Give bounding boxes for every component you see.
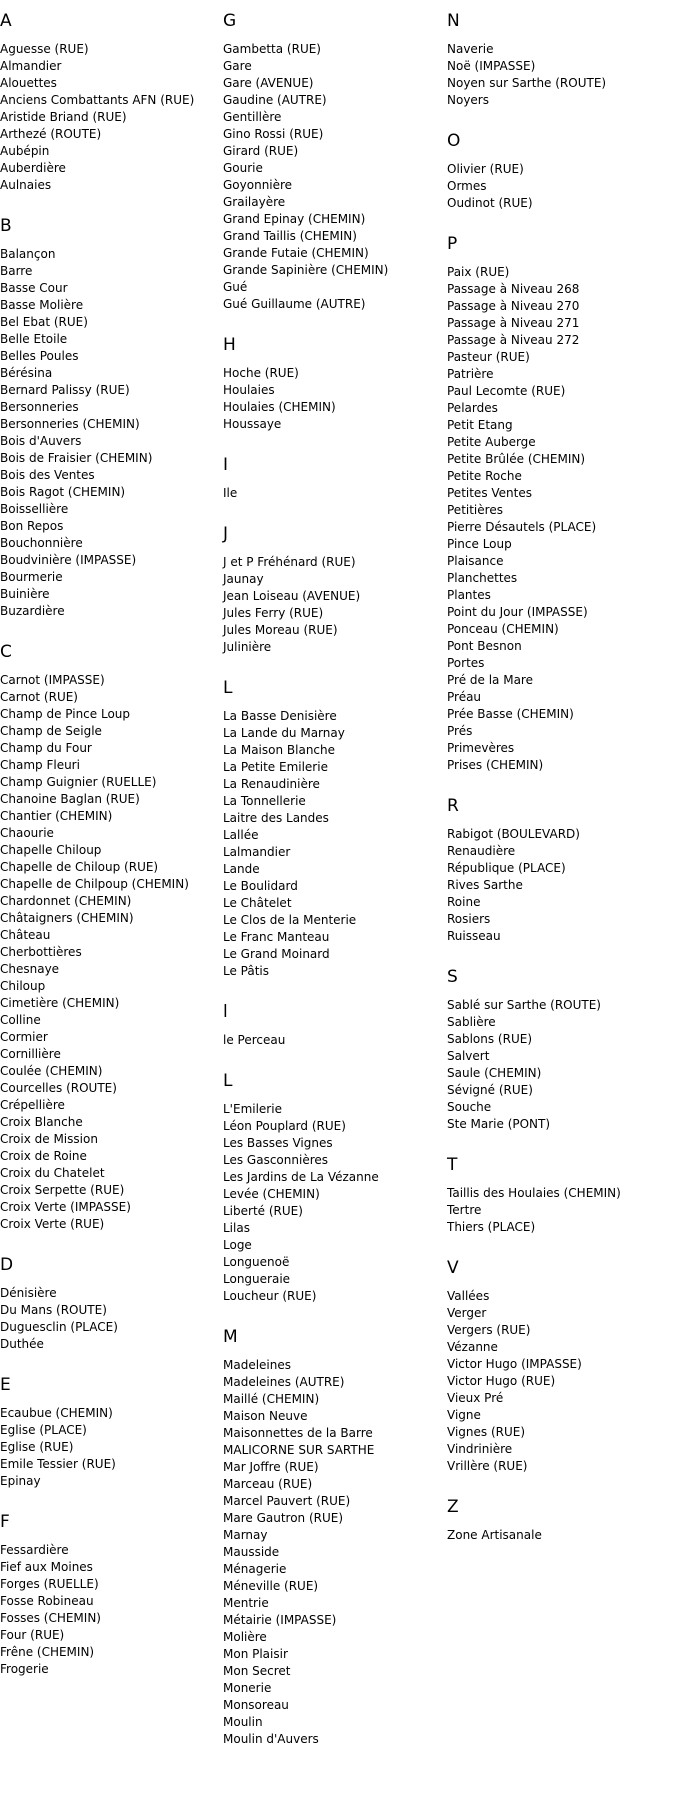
street-name: Lilas [223, 1221, 250, 1235]
street-name: Vallées [447, 1289, 490, 1303]
street-list [0, 1542, 220, 1678]
street-name: Gué Guillaume (AUTRE) [223, 297, 366, 311]
street-name: Loge [223, 1238, 252, 1252]
street-name: Jean Loiseau (AVENUE) [223, 589, 361, 603]
street-name: La Tonnellerie [223, 794, 306, 808]
street-name: Champ Fleuri [0, 758, 80, 772]
street-name: Balançon [0, 247, 56, 261]
street-list [223, 554, 443, 656]
street-name: Champ de Pince Loup [0, 707, 131, 721]
street-name: Bon Repos [0, 519, 64, 533]
street-name: Houssaye [223, 417, 282, 431]
letter-section [447, 131, 667, 212]
street-name: Dénisière [0, 1286, 57, 1300]
section-letter-heading: E [0, 1375, 11, 1395]
street-name: La Lande du Marnay [223, 726, 345, 740]
street-name: Préau [447, 690, 482, 704]
street-name: Lallée [223, 828, 259, 842]
street-name: Eglise (PLACE) [0, 1423, 87, 1437]
street-name: Mentrie [223, 1596, 269, 1610]
street-name: Madeleines [223, 1358, 291, 1372]
section-letter-heading: H [223, 335, 236, 355]
street-name: Four (RUE) [0, 1628, 65, 1642]
street-name: Monsoreau [223, 1698, 289, 1712]
street-name: Souche [447, 1100, 492, 1114]
street-name: Chapelle de Chilpoup (CHEMIN) [0, 877, 189, 891]
section-letter-heading: I [223, 455, 229, 475]
street-name: Vrillère (RUE) [447, 1459, 528, 1473]
street-name: Gino Rossi (RUE) [223, 127, 324, 141]
street-name: Croix Blanche [0, 1115, 83, 1129]
street-list [0, 1285, 220, 1353]
street-name: Sablé sur Sarthe (ROUTE) [447, 998, 601, 1012]
letter-section [0, 1512, 220, 1678]
street-list [447, 997, 667, 1133]
street-name: Portes [447, 656, 485, 670]
street-name: Aulnaies [0, 178, 52, 192]
street-name: Grande Sapinière (CHEMIN) [223, 263, 389, 277]
street-name: Les Gasconnières [223, 1153, 328, 1167]
street-name: Cormier [0, 1030, 48, 1044]
street-name: Du Mans (ROUTE) [0, 1303, 107, 1317]
street-name: Pont Besnon [447, 639, 522, 653]
street-name: Bersonneries (CHEMIN) [0, 417, 140, 431]
street-name: Ste Marie (PONT) [447, 1117, 551, 1131]
section-letter-heading: C [0, 642, 12, 662]
street-name: Cornillière [0, 1047, 61, 1061]
section-letter-heading: l [223, 1002, 228, 1022]
street-name: Chardonnet (CHEMIN) [0, 894, 132, 908]
street-list [447, 1185, 667, 1236]
letter-section [223, 1002, 443, 1049]
letter-section [447, 1497, 667, 1544]
street-name: Courcelles (ROUTE) [0, 1081, 117, 1095]
letter-section [223, 1327, 443, 1748]
section-letter-heading: G [223, 11, 237, 31]
street-name: Jaunay [223, 572, 264, 586]
street-name: Vézanne [447, 1340, 498, 1354]
street-name: Vignes (RUE) [447, 1425, 526, 1439]
street-name: Duthée [0, 1337, 44, 1351]
street-name: Champ Guignier (RUELLE) [0, 775, 157, 789]
street-name: Girard (RUE) [223, 144, 299, 158]
section-letter-heading: A [0, 11, 12, 31]
street-name: Grand Taillis (CHEMIN) [223, 229, 357, 243]
street-name: Buinière [0, 587, 50, 601]
street-name: Le Franc Manteau [223, 930, 330, 944]
letter-section [0, 1255, 220, 1353]
street-name: Julinière [223, 640, 272, 654]
street-name: Carnot (IMPASSE) [0, 673, 105, 687]
letter-section [223, 524, 443, 656]
street-name: Gare (AVENUE) [223, 76, 314, 90]
section-letter-heading: P [447, 234, 458, 254]
street-name: La Basse Denisière [223, 709, 337, 723]
section-letter-heading: J [223, 524, 229, 544]
street-name: Carnot (RUE) [0, 690, 78, 704]
section-letter-heading: R [447, 796, 459, 816]
section-letter-heading: T [447, 1155, 458, 1175]
street-name: Loucheur (RUE) [223, 1289, 317, 1303]
street-name: Léon Pouplard (RUE) [223, 1119, 346, 1133]
street-name: Sablons (RUE) [447, 1032, 533, 1046]
street-name: Zone Artisanale [447, 1528, 542, 1542]
street-name: Planchettes [447, 571, 518, 585]
street-name: Fief aux Moines [0, 1560, 93, 1574]
street-name: Almandier [0, 59, 62, 73]
street-name: Bois Ragot (CHEMIN) [0, 485, 126, 499]
street-list [223, 1357, 443, 1748]
street-name: Belle Etoile [0, 332, 68, 346]
letter-section [0, 11, 220, 194]
street-name: Basse Molière [0, 298, 84, 312]
street-name: Vergers (RUE) [447, 1323, 531, 1337]
street-name: Chapelle Chiloup [0, 843, 102, 857]
street-name: Pelardes [447, 401, 498, 415]
street-name: Paul Lecomte (RUE) [447, 384, 566, 398]
street-name: Mar Joffre (RUE) [223, 1460, 319, 1474]
street-name: La Renaudinière [223, 777, 320, 791]
street-name: Bel Ebat (RUE) [0, 315, 88, 329]
street-name: Maison Neuve [223, 1409, 308, 1423]
street-name: Rives Sarthe [447, 878, 523, 892]
street-name: Mare Gautron (RUE) [223, 1511, 344, 1525]
street-name: Tertre [447, 1203, 482, 1217]
street-name: Moulin d'Auvers [223, 1732, 319, 1746]
street-name: Arthezé (ROUTE) [0, 127, 102, 141]
street-name: Colline [0, 1013, 41, 1027]
street-name: Passage à Niveau 271 [447, 316, 580, 330]
letter-section [447, 796, 667, 945]
section-letter-heading: L [223, 1071, 233, 1091]
street-name: Ecaubue (CHEMIN) [0, 1406, 113, 1420]
letter-section [223, 335, 443, 433]
street-list [223, 485, 443, 502]
street-name: Gare [223, 59, 252, 73]
section-letter-heading: B [0, 216, 12, 236]
letter-section [223, 455, 443, 502]
street-name: Ruisseau [447, 929, 501, 943]
street-name: Gué [223, 280, 248, 294]
street-name: Fessardière [0, 1543, 69, 1557]
street-name: Gourie [223, 161, 263, 175]
street-name: Goyonnière [223, 178, 293, 192]
street-name: Grande Futaie (CHEMIN) [223, 246, 369, 260]
street-list [447, 161, 667, 212]
street-name: Bouchonnière [0, 536, 83, 550]
street-list [0, 41, 220, 194]
section-letter-heading: F [0, 1512, 10, 1532]
street-name: Oudinot (RUE) [447, 196, 533, 210]
street-list [0, 1405, 220, 1490]
street-name: La Petite Emilerie [223, 760, 328, 774]
street-name: Primevères [447, 741, 515, 755]
street-name: Champ de Seigle [0, 724, 102, 738]
street-name: Vieux Pré [447, 1391, 504, 1405]
street-name: Passage à Niveau 272 [447, 333, 580, 347]
street-name: Les Basses Vignes [223, 1136, 333, 1150]
street-name: Frêne (CHEMIN) [0, 1645, 95, 1659]
street-name: Longuenoë [223, 1255, 290, 1269]
street-name: Noyen sur Sarthe (ROUTE) [447, 76, 607, 90]
street-name: Epinay [0, 1474, 41, 1488]
street-list [223, 1032, 443, 1049]
street-name: Ponceau (CHEMIN) [447, 622, 559, 636]
street-name: République (PLACE) [447, 861, 566, 875]
street-name: Levée (CHEMIN) [223, 1187, 320, 1201]
street-name: Moulin [223, 1715, 263, 1729]
street-name: Bourmerie [0, 570, 63, 584]
street-name: Prises (CHEMIN) [447, 758, 544, 772]
street-name: Aguesse (RUE) [0, 42, 89, 56]
street-name: Houlaies (CHEMIN) [223, 400, 336, 414]
street-name: Cimetière (CHEMIN) [0, 996, 120, 1010]
street-name: Roine [447, 895, 481, 909]
street-name: Chesnaye [0, 962, 60, 976]
street-name: le Perceau [223, 1033, 286, 1047]
street-name: Champ du Four [0, 741, 92, 755]
street-name: Renaudière [447, 844, 516, 858]
street-name: Plantes [447, 588, 491, 602]
street-name: Grand Epinay (CHEMIN) [223, 212, 366, 226]
letter-section [223, 678, 443, 980]
street-name: Frogerie [0, 1662, 49, 1676]
letter-section [0, 642, 220, 1233]
street-name: Plaisance [447, 554, 504, 568]
street-name: Coulée (CHEMIN) [0, 1064, 103, 1078]
street-name: Ménagerie [223, 1562, 287, 1576]
street-name: Barre [0, 264, 33, 278]
street-list [447, 1527, 667, 1544]
street-name: Bois d'Auvers [0, 434, 82, 448]
street-name: Ormes [447, 179, 487, 193]
street-name: Olivier (RUE) [447, 162, 524, 176]
street-name: Pasteur (RUE) [447, 350, 530, 364]
street-name: Victor Hugo (RUE) [447, 1374, 556, 1388]
street-list [223, 41, 443, 313]
street-name: Bersonneries [0, 400, 79, 414]
street-name: Noë (IMPASSE) [447, 59, 536, 73]
street-name: Chanoine Baglan (RUE) [0, 792, 140, 806]
street-name: Métairie (IMPASSE) [223, 1613, 337, 1627]
street-name: Mon Plaisir [223, 1647, 288, 1661]
street-name: Les Jardins de La Vézanne [223, 1170, 379, 1184]
street-name: Prée Basse (CHEMIN) [447, 707, 574, 721]
street-name: J et P Fréhénard (RUE) [223, 555, 356, 569]
street-name: Petite Roche [447, 469, 522, 483]
street-name: Maillé (CHEMIN) [223, 1392, 320, 1406]
street-list [0, 672, 220, 1233]
street-index-column-3 [447, 11, 667, 1566]
street-name: Passage à Niveau 270 [447, 299, 580, 313]
street-name: Taillis des Houlaies (CHEMIN) [447, 1186, 621, 1200]
street-name: Petit Etang [447, 418, 513, 432]
street-name: Lande [223, 862, 260, 876]
street-name: Marnay [223, 1528, 268, 1542]
street-list [447, 826, 667, 945]
street-name: Croix de Mission [0, 1132, 98, 1146]
street-name: La Maison Blanche [223, 743, 336, 757]
street-name: Laitre des Landes [223, 811, 329, 825]
street-name: Pré de la Mare [447, 673, 533, 687]
street-name: Naverie [447, 42, 494, 56]
street-name: Petite Auberge [447, 435, 536, 449]
street-name: Marceau (RUE) [223, 1477, 313, 1491]
street-name: Méneville (RUE) [223, 1579, 319, 1593]
street-name: Houlaies [223, 383, 275, 397]
street-name: Buzardière [0, 604, 65, 618]
street-name: Auberdière [0, 161, 66, 175]
street-name: Madeleines (AUTRE) [223, 1375, 345, 1389]
street-name: Rosiers [447, 912, 491, 926]
street-name: Gaudine (AUTRE) [223, 93, 327, 107]
street-name: Eglise (RUE) [0, 1440, 74, 1454]
letter-section [0, 216, 220, 620]
street-name: Saule (CHEMIN) [447, 1066, 542, 1080]
street-name: Salvert [447, 1049, 490, 1063]
street-name: Fosse Robineau [0, 1594, 94, 1608]
section-letter-heading: V [447, 1258, 459, 1278]
street-name: Prés [447, 724, 473, 738]
street-name: Le Clos de la Menterie [223, 913, 357, 927]
street-name: Alouettes [0, 76, 57, 90]
street-name: Aubépin [0, 144, 50, 158]
street-name: Bois des Ventes [0, 468, 95, 482]
street-name: Le Grand Moinard [223, 947, 330, 961]
section-letter-heading: D [0, 1255, 14, 1275]
street-index-column-1 [0, 11, 220, 1700]
street-name: Grailayère [223, 195, 286, 209]
street-name: Croix Serpette (RUE) [0, 1183, 125, 1197]
street-list [223, 365, 443, 433]
street-name: Château [0, 928, 51, 942]
street-name: Cherbottières [0, 945, 82, 959]
street-name: Fosses (CHEMIN) [0, 1611, 101, 1625]
street-name: Bérésina [0, 366, 53, 380]
street-name: Mon Secret [223, 1664, 291, 1678]
street-list [223, 1101, 443, 1305]
street-name: Aristide Briand (RUE) [0, 110, 127, 124]
street-name: Hoche (RUE) [223, 366, 299, 380]
street-name: Pierre Désautels (PLACE) [447, 520, 597, 534]
street-name: Croix de Roine [0, 1149, 87, 1163]
street-name: Chantier (CHEMIN) [0, 809, 113, 823]
section-letter-heading: N [447, 11, 460, 31]
street-name: Verger [447, 1306, 487, 1320]
street-name: Crépellière [0, 1098, 65, 1112]
section-letter-heading: S [447, 967, 458, 987]
street-name: Bois de Fraisier (CHEMIN) [0, 451, 153, 465]
street-list [0, 246, 220, 620]
street-list [447, 264, 667, 774]
street-name: Liberté (RUE) [223, 1204, 303, 1218]
street-name: Thiers (PLACE) [447, 1220, 536, 1234]
letter-section [447, 967, 667, 1133]
street-name: Paix (RUE) [447, 265, 510, 279]
street-name: Le Pâtis [223, 964, 270, 978]
street-name: Châtaigners (CHEMIN) [0, 911, 134, 925]
section-letter-heading: Z [447, 1497, 459, 1517]
street-name: Vindrinière [447, 1442, 513, 1456]
section-letter-heading: M [223, 1327, 238, 1347]
section-letter-heading: L [223, 678, 233, 698]
street-name: Anciens Combattants AFN (RUE) [0, 93, 195, 107]
street-list [447, 1288, 667, 1475]
street-name: Jules Ferry (RUE) [223, 606, 324, 620]
street-name: Petites Ventes [447, 486, 532, 500]
street-name: Sévigné (RUE) [447, 1083, 533, 1097]
street-name: Petite Brûlée (CHEMIN) [447, 452, 586, 466]
street-name: Marcel Pauvert (RUE) [223, 1494, 351, 1508]
street-name: Gentillère [223, 110, 282, 124]
letter-section [0, 1375, 220, 1490]
street-name: Ile [223, 486, 238, 500]
street-name: Vigne [447, 1408, 481, 1422]
street-name: Petitières [447, 503, 503, 517]
street-name: Le Boulidard [223, 879, 298, 893]
section-letter-heading: O [447, 131, 461, 151]
street-list [223, 708, 443, 980]
street-name: Belles Poules [0, 349, 79, 363]
street-name: Point du Jour (IMPASSE) [447, 605, 588, 619]
street-name: Victor Hugo (IMPASSE) [447, 1357, 582, 1371]
street-name: Maisonnettes de la Barre [223, 1426, 373, 1440]
street-name: Patrière [447, 367, 494, 381]
letter-section [447, 1258, 667, 1475]
street-name: Bernard Palissy (RUE) [0, 383, 130, 397]
street-name: Pince Loup [447, 537, 512, 551]
street-name: MALICORNE SUR SARTHE [223, 1443, 375, 1457]
street-name: Croix du Chatelet [0, 1166, 105, 1180]
street-name: Lalmandier [223, 845, 291, 859]
street-name: Basse Cour [0, 281, 68, 295]
street-name: Longueraie [223, 1272, 291, 1286]
street-name: Rabigot (BOULEVARD) [447, 827, 580, 841]
street-name: Croix Verte (IMPASSE) [0, 1200, 131, 1214]
letter-section [447, 1155, 667, 1236]
street-name: Forges (RUELLE) [0, 1577, 99, 1591]
street-index-column-2 [223, 11, 443, 1770]
street-name: Boissellière [0, 502, 69, 516]
letter-section [447, 234, 667, 774]
street-name: Sablière [447, 1015, 496, 1029]
letter-section [223, 1071, 443, 1305]
street-name: L'Emilerie [223, 1102, 282, 1116]
street-name: Mausside [223, 1545, 280, 1559]
letter-section [223, 11, 443, 313]
street-name: Passage à Niveau 268 [447, 282, 580, 296]
street-list [447, 41, 667, 109]
street-name: Le Châtelet [223, 896, 292, 910]
street-name: Chapelle de Chiloup (RUE) [0, 860, 159, 874]
street-name: Jules Moreau (RUE) [223, 623, 338, 637]
street-name: Monerie [223, 1681, 272, 1695]
street-name: Croix Verte (RUE) [0, 1217, 105, 1231]
street-name: Gambetta (RUE) [223, 42, 321, 56]
street-name: Molière [223, 1630, 267, 1644]
letter-section [447, 11, 667, 109]
street-name: Boudvinière (IMPASSE) [0, 553, 137, 567]
street-name: Emile Tessier (RUE) [0, 1457, 116, 1471]
street-name: Duguesclin (PLACE) [0, 1320, 118, 1334]
street-name: Chiloup [0, 979, 46, 993]
street-name: Chaourie [0, 826, 54, 840]
street-name: Noyers [447, 93, 489, 107]
